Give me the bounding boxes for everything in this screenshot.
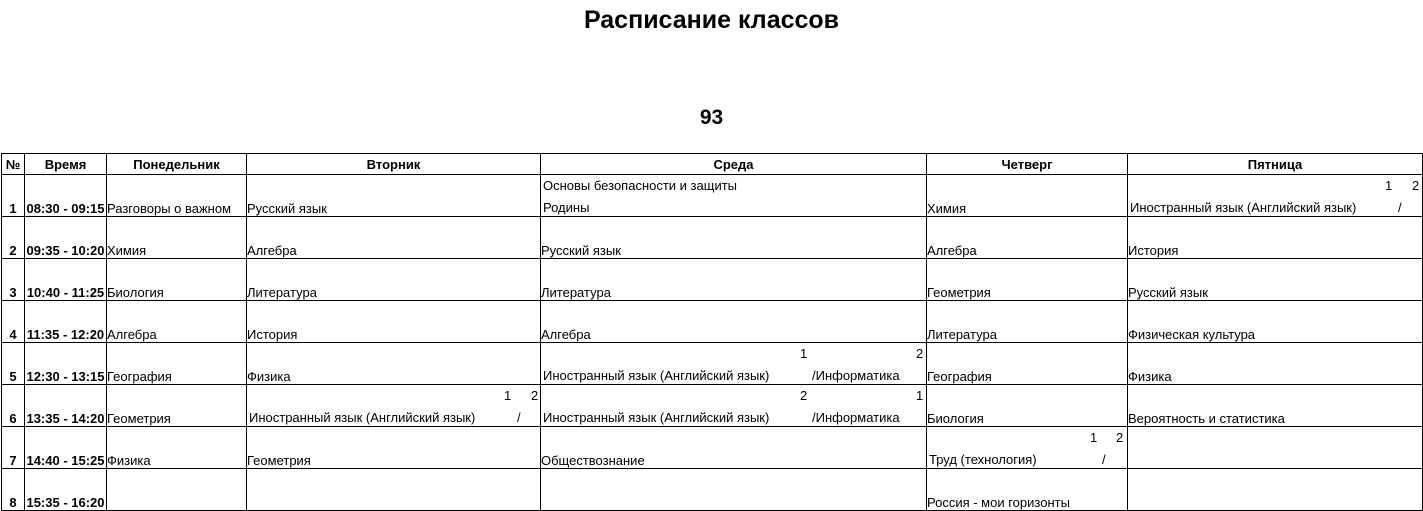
header-thursday: Четверг [927,154,1128,175]
table-row [2,427,1423,469]
wednesday-cell: Обществознание [541,427,927,469]
group-separator: / [1398,200,1402,215]
subject-name: Иностранный язык (Английский язык) [543,410,770,425]
schedule-table [1,153,1423,511]
table-row [2,343,1423,385]
wednesday-cell [541,385,927,427]
lesson-time: 14:40 - 15:25 [25,427,107,469]
monday-cell: Химия [107,217,247,259]
friday-cell: Физическая культура [1128,301,1423,343]
subject-name: Иностранный язык (Английский язык) [1130,200,1357,215]
lesson-number: 5 [2,343,25,385]
thursday-cell: Геометрия [927,259,1128,301]
group-separator: / [1102,452,1106,467]
lesson-time: 13:35 - 14:20 [25,385,107,427]
subject-name: Иностранный язык (Английский язык) [543,368,770,383]
group-2-marker: 2 [531,388,539,403]
table-row [2,217,1423,259]
table-row [2,259,1423,301]
group-1-marker: 1 [800,346,808,361]
group-1-marker: 2 [800,388,808,403]
tuesday-cell: Геометрия [247,427,541,469]
tuesday-cell: Физика [247,343,541,385]
page-title: Расписание классов [583,6,840,34]
monday-cell [107,469,247,511]
wednesday-cell [541,469,927,511]
thursday-cell: География [927,343,1128,385]
tuesday-cell [247,469,541,511]
table-row [2,385,1423,427]
lesson-time: 09:35 - 10:20 [25,217,107,259]
header-num: № [2,154,25,175]
subject-line-1: Основы безопасности и защиты [543,178,737,193]
group-2-marker: 2 [1116,430,1124,445]
monday-cell: Разговоры о важном [107,175,247,217]
group-2-marker: 2 [1412,178,1420,193]
tuesday-cell: Литература [247,259,541,301]
header-wednesday: Среда [541,154,927,175]
friday-cell: Вероятность и статистика [1128,385,1423,427]
friday-cell: История [1128,217,1423,259]
lesson-time: 10:40 - 11:25 [25,259,107,301]
tuesday-cell [247,385,541,427]
friday-cell [1128,427,1423,469]
group-1-marker: 1 [1090,430,1098,445]
monday-cell: Физика [107,427,247,469]
lesson-time: 15:35 - 16:20 [25,469,107,511]
thursday-cell: Химия [927,175,1128,217]
thursday-cell: Россия - мои горизонты [927,469,1128,511]
friday-cell [1128,175,1423,217]
friday-cell: Русский язык [1128,259,1423,301]
subject-name: Иностранный язык (Английский язык) [249,410,476,425]
group-2-marker: 1 [916,388,924,403]
thursday-cell [927,427,1128,469]
thursday-cell: Алгебра [927,217,1128,259]
group-1-marker: 1 [504,388,512,403]
monday-cell: Геометрия [107,385,247,427]
thursday-cell: Литература [927,301,1128,343]
header-monday: Понедельник [107,154,247,175]
thursday-cell: Биология [927,385,1128,427]
monday-cell: География [107,343,247,385]
tuesday-cell: Русский язык [247,175,541,217]
header-friday: Пятница [1128,154,1423,175]
table-row [2,469,1423,511]
header-row [2,154,1423,175]
wednesday-cell: Русский язык [541,217,927,259]
subject-name: Труд (технология) [929,452,1037,467]
wednesday-cell [541,343,927,385]
friday-cell [1128,469,1423,511]
wednesday-cell: Литература [541,259,927,301]
tuesday-cell: Алгебра [247,217,541,259]
monday-cell: Алгебра [107,301,247,343]
class-name: 93 [699,106,724,129]
lesson-number: 1 [2,175,25,217]
lesson-number: 2 [2,217,25,259]
table-row [2,175,1423,217]
lesson-time: 08:30 - 09:15 [25,175,107,217]
lesson-time: 12:30 - 13:15 [25,343,107,385]
lesson-time: 11:35 - 12:20 [25,301,107,343]
group-2-marker: 2 [916,346,924,361]
header-time: Время [25,154,107,175]
header-tuesday: Вторник [247,154,541,175]
lesson-number: 7 [2,427,25,469]
group-separator: / [517,410,521,425]
lesson-number: 8 [2,469,25,511]
monday-cell: Биология [107,259,247,301]
friday-cell: Физика [1128,343,1423,385]
wednesday-cell: Алгебра [541,301,927,343]
subject-line-2: Родины [543,200,590,215]
lesson-number: 3 [2,259,25,301]
second-group-subject: /Информатика [812,410,900,425]
wednesday-cell [541,175,927,217]
lesson-number: 6 [2,385,25,427]
table-row [2,301,1423,343]
second-group-subject: /Информатика [812,368,900,383]
group-1-marker: 1 [1385,178,1393,193]
tuesday-cell: История [247,301,541,343]
lesson-number: 4 [2,301,25,343]
